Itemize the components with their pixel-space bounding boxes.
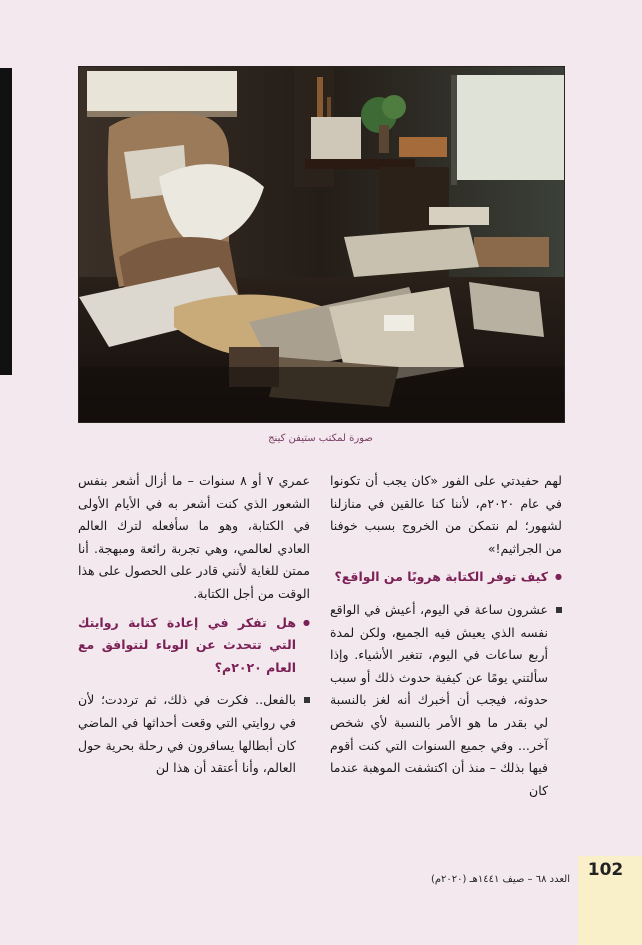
intro-paragraph: لهم حفيدتي على الفور «كان يجب أن تكونوا في عام ٢٠٢٠م، لأننا كنا عالقين في منازلنا لشهور؛ لم نتمكن من الخروج بسبب خوفنا من الجراثيم!»: [330, 473, 562, 556]
left-edge-bar: [0, 68, 12, 375]
question-escape-reality: ● كيف توفر الكتابة هروبًا من الواقع؟: [330, 566, 562, 589]
continuation-paragraph: عمري ٧ أو ٨ سنوات – ما أزال أشعر بنفس الشعور الذي كنت أشعر به في الأيام الأولى في الكتابة، وهو ما سأفعله لترك العالم العادي لعالمي، وهي تجربة رائعة ومبهجة. أنا ممتن للغاية لأنني قادر على الحصول على هذا الوقت من أجل الكتابة.: [78, 473, 310, 601]
office-photo-illustration: [79, 67, 564, 422]
answer-rewrite-novel: بالفعل.. فكرت في ذلك، ثم ترددت؛ لأن في روايتي التي وقعت أحداثها في الماضي كان أبطالها يسافرون في رحلة بحرية حول العالم، وأنا أعتقد أن هذا لن: [78, 689, 310, 779]
issue-footer: العدد ٦٨ – صيف ١٤٤١هـ (٢٠٢٠م): [430, 874, 570, 885]
question-rewrite-novel: ● هل تفكر في إعادة كتابة روايتك التي تتحدث عن الوباء لتتوافق مع العام ٢٠٢٠م؟: [78, 612, 310, 680]
page-number: 102: [587, 860, 624, 880]
photo-caption: صورة لمكتب ستيفن كينج: [268, 433, 373, 444]
right-column: [330, 470, 562, 802]
office-photo: [78, 66, 565, 423]
answer-escape-reality: عشرون ساعة في اليوم، أعيش في الواقع نفسه الذي يعيش فيه الجميع، ولكن لمدة أربع ساعات في اليوم، تتغير الأشياء. وإذا سألتني يومًا عن كيفية حدوث ذلك أو سبب حدوثه، فيجب أن أخبرك أنه لغز بالنسبة لي بقدر ما هو الأمر بالنسبة لأي شخص آخر... وفي جميع السنوات التي كنت أقوم فيها بذلك – منذ أن اكتشفت الموهبة عندما كان: [330, 599, 562, 802]
left-column: [78, 470, 310, 780]
